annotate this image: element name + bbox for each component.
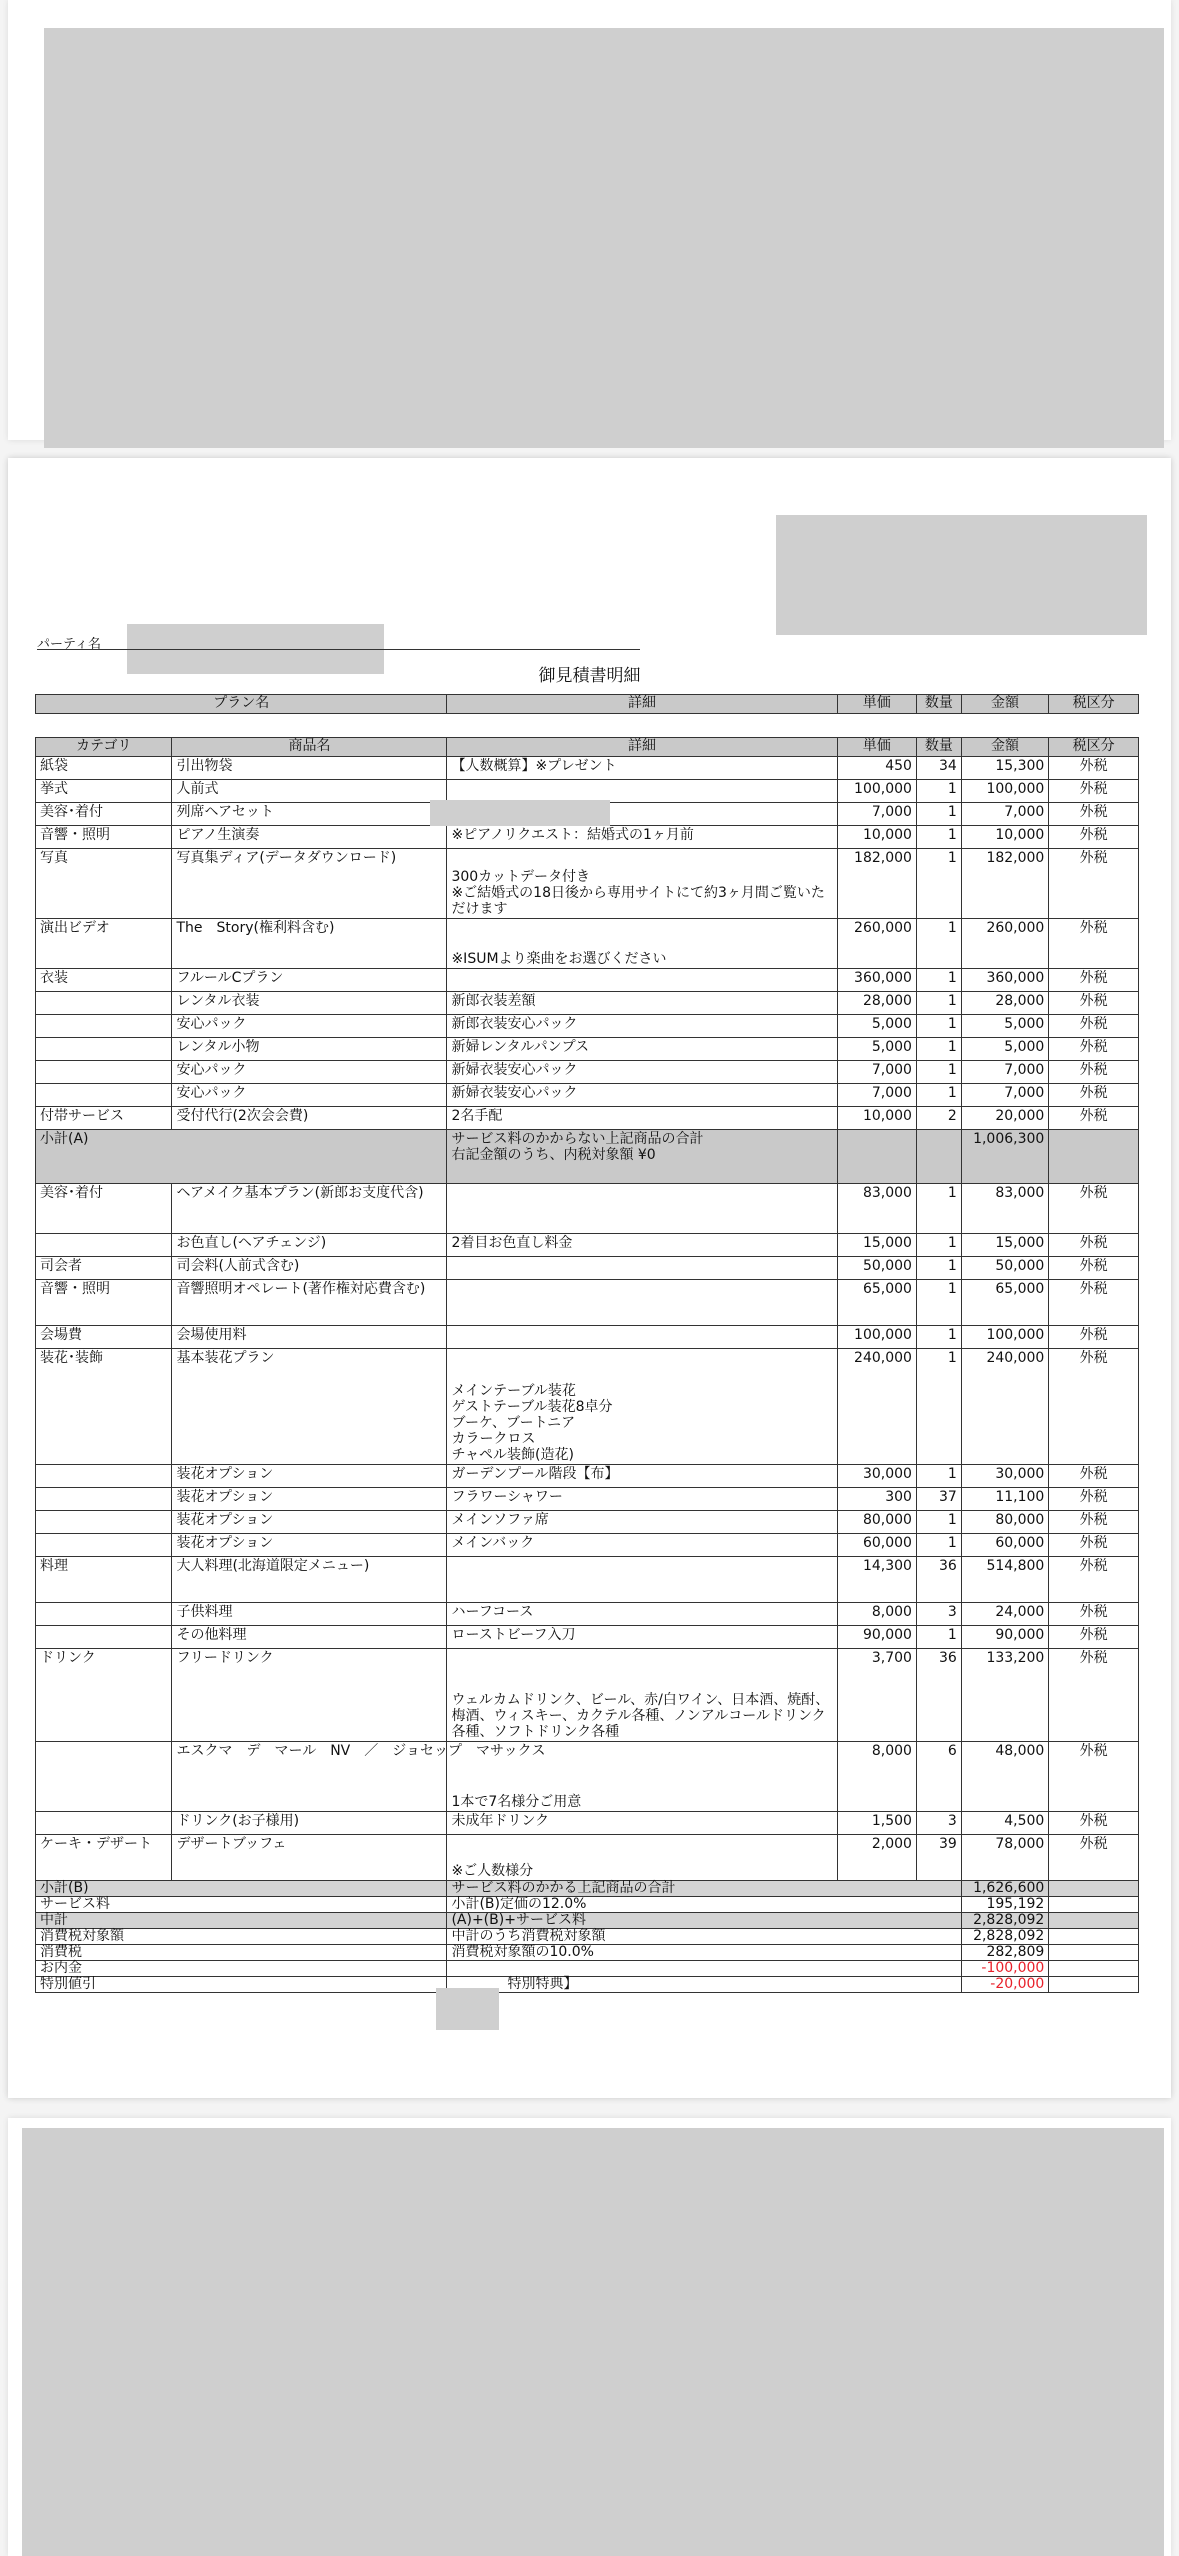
table-row — [36, 1015, 1139, 1038]
row-unit-price: 8,000 — [837, 1603, 916, 1626]
totals-label: お内金 — [36, 1961, 447, 1977]
row-amount: 80,000 — [961, 1511, 1049, 1534]
row-unit-price: 7,000 — [837, 803, 916, 826]
row-tax-type: 外税 — [1049, 1649, 1139, 1742]
row-amount: 78,000 — [961, 1835, 1049, 1881]
row-qty: 1 — [916, 1061, 961, 1084]
row-tax-type: 外税 — [1049, 992, 1139, 1015]
row-tax-type: 外税 — [1049, 1015, 1139, 1038]
row-amount: 30,000 — [961, 1465, 1049, 1488]
row-unit-price: 1,500 — [837, 1812, 916, 1835]
row-unit-price: 100,000 — [837, 1326, 916, 1349]
row-tax-type: 外税 — [1049, 1084, 1139, 1107]
row-amount: 20,000 — [961, 1107, 1049, 1130]
table-row — [36, 1511, 1139, 1534]
totals-label: 消費税対象額 — [36, 1929, 447, 1945]
row-item-name: 装花オプション — [172, 1511, 447, 1534]
totals-amount: 1,626,600 — [961, 1881, 1049, 1897]
row-detail — [447, 969, 837, 992]
row-qty: 36 — [916, 1557, 961, 1603]
row-detail: ※ピアノリクエスト：結婚式の1ヶ月前 — [447, 826, 837, 849]
table-row — [36, 1534, 1139, 1557]
row-qty: 1 — [916, 1349, 961, 1465]
row-unit-price: 182,000 — [837, 849, 916, 919]
row-item-name: レンタル衣装 — [172, 992, 447, 1015]
row-amount: 11,100 — [961, 1488, 1049, 1511]
row-qty: 1 — [916, 803, 961, 826]
table-row — [36, 849, 1139, 919]
document-title: 御見積書明細 — [538, 666, 641, 686]
row-amount: 4,500 — [961, 1812, 1049, 1835]
row-category: 写真 — [36, 849, 172, 919]
row-tax-type: 外税 — [1049, 1812, 1139, 1835]
row-item-name: 会場使用料 — [172, 1326, 447, 1349]
totals-detail — [447, 1961, 961, 1977]
totals-label: 特別値引 — [36, 1977, 447, 1993]
row-qty: 1 — [916, 1234, 961, 1257]
row-qty: 1 — [916, 1534, 961, 1557]
subtotal-a-amount: 1,006,300 — [961, 1130, 1049, 1184]
row-item-name: その他料理 — [172, 1626, 447, 1649]
row-tax-type: 外税 — [1049, 1349, 1139, 1465]
row-category — [36, 1234, 172, 1257]
row-unit-price: 10,000 — [837, 826, 916, 849]
row-category: 音響・照明 — [36, 1280, 172, 1326]
row-detail: 新郎衣装差額 — [447, 992, 837, 1015]
row-tax-type: 外税 — [1049, 826, 1139, 849]
row-category — [36, 1465, 172, 1488]
table-row — [36, 1061, 1139, 1084]
row-item-name: 子供料理 — [172, 1603, 447, 1626]
row-detail: 1本で7名様分ご用意 — [447, 1742, 837, 1812]
totals-row — [36, 1913, 1139, 1929]
redacted-logo-area — [776, 515, 1147, 635]
row-tax-type: 外税 — [1049, 969, 1139, 992]
row-category: ケーキ・デザート — [36, 1835, 172, 1881]
row-amount: 10,000 — [961, 826, 1049, 849]
row-qty: 1 — [916, 1280, 961, 1326]
row-unit-price: 450 — [837, 757, 916, 780]
row-amount: 100,000 — [961, 1326, 1049, 1349]
row-tax-type: 外税 — [1049, 1835, 1139, 1881]
row-item-name: お色直し(ヘアチェンジ) — [172, 1234, 447, 1257]
row-unit-price: 8,000 — [837, 1742, 916, 1812]
table-row — [36, 1649, 1139, 1742]
col-detail: 詳細 — [447, 738, 837, 757]
row-category — [36, 1061, 172, 1084]
totals-detail: 小計(B)定価の12.0% — [447, 1897, 961, 1913]
row-amount: 240,000 — [961, 1349, 1049, 1465]
col-qty: 数量 — [916, 738, 961, 757]
totals-detail: 特別特典】 — [447, 1977, 961, 1993]
row-amount: 514,800 — [961, 1557, 1049, 1603]
row-detail — [447, 1280, 837, 1326]
row-item-name: ドリンク(お子様用) — [172, 1812, 447, 1835]
table-row — [36, 1488, 1139, 1511]
row-category: 演出ビデオ — [36, 919, 172, 969]
row-unit-price: 30,000 — [837, 1465, 916, 1488]
row-tax-type: 外税 — [1049, 1107, 1139, 1130]
row-item-name: 受付代行(2次会会費) — [172, 1107, 447, 1130]
row-detail: 新郎衣装安心パック — [447, 1015, 837, 1038]
subtotal-a-label: 小計(A) — [36, 1130, 447, 1184]
row-category — [36, 1534, 172, 1557]
row-tax-type: 外税 — [1049, 1534, 1139, 1557]
row-item-name: フルールCプラン — [172, 969, 447, 992]
row-detail: 300カットデータ付き ※ご結婚式の18日後から専用サイトにて約3ヶ月間ご覧いただけます — [447, 849, 837, 919]
table-row — [36, 1465, 1139, 1488]
row-item-name: ピアノ生演奏 — [172, 826, 447, 849]
row-item-name: 司会料(人前式含む) — [172, 1257, 447, 1280]
row-amount: 60,000 — [961, 1534, 1049, 1557]
table-row — [36, 1234, 1139, 1257]
row-qty: 1 — [916, 919, 961, 969]
row-unit-price: 300 — [837, 1488, 916, 1511]
row-unit-price: 240,000 — [837, 1349, 916, 1465]
row-amount: 182,000 — [961, 849, 1049, 919]
row-qty: 1 — [916, 1015, 961, 1038]
row-tax-type: 外税 — [1049, 1626, 1139, 1649]
totals-amount: 2,828,092 — [961, 1913, 1049, 1929]
totals-row — [36, 1945, 1139, 1961]
row-qty: 1 — [916, 1626, 961, 1649]
estimate-detail-table — [35, 737, 1139, 1993]
row-category — [36, 992, 172, 1015]
row-qty: 36 — [916, 1649, 961, 1742]
row-qty: 1 — [916, 969, 961, 992]
row-unit-price: 14,300 — [837, 1557, 916, 1603]
row-tax-type: 外税 — [1049, 1742, 1139, 1812]
row-amount: 7,000 — [961, 803, 1049, 826]
row-detail: メインバック — [447, 1534, 837, 1557]
totals-amount: 2,828,092 — [961, 1929, 1049, 1945]
row-amount: 65,000 — [961, 1280, 1049, 1326]
row-item-name: 安心パック — [172, 1084, 447, 1107]
row-detail: 2着目お色直し料金 — [447, 1234, 837, 1257]
totals-row — [36, 1881, 1139, 1897]
row-qty: 1 — [916, 1511, 961, 1534]
row-detail: ※ご人数様分 — [447, 1835, 837, 1881]
totals-amount: -100,000 — [961, 1961, 1049, 1977]
table-row — [36, 1107, 1139, 1130]
row-category: 司会者 — [36, 1257, 172, 1280]
row-category: 挙式 — [36, 780, 172, 803]
row-unit-price: 360,000 — [837, 969, 916, 992]
row-unit-price: 7,000 — [837, 1061, 916, 1084]
redacted-discount-detail — [436, 1988, 499, 2030]
table-row — [36, 826, 1139, 849]
col-item-name: 商品名 — [172, 738, 447, 757]
row-unit-price: 2,000 — [837, 1835, 916, 1881]
row-qty: 39 — [916, 1835, 961, 1881]
row-tax-type: 外税 — [1049, 757, 1139, 780]
row-item-name: 人前式 — [172, 780, 447, 803]
totals-row — [36, 1977, 1139, 1993]
row-detail — [447, 1557, 837, 1603]
row-category — [36, 1812, 172, 1835]
row-tax-type: 外税 — [1049, 1061, 1139, 1084]
row-amount: 24,000 — [961, 1603, 1049, 1626]
plan-header-table — [35, 694, 1139, 714]
row-amount: 7,000 — [961, 1084, 1049, 1107]
row-tax-type: 外税 — [1049, 1184, 1139, 1234]
totals-tax-cell — [1049, 1929, 1139, 1945]
row-qty: 1 — [916, 1465, 961, 1488]
col-unit-price: 単価 — [837, 695, 916, 714]
totals-tax-cell — [1049, 1881, 1139, 1897]
row-detail: ※ISUMより楽曲をお選びください — [447, 919, 837, 969]
row-detail: 未成年ドリンク — [447, 1812, 837, 1835]
row-unit-price: 5,000 — [837, 1015, 916, 1038]
row-tax-type: 外税 — [1049, 1326, 1139, 1349]
row-category — [36, 1038, 172, 1061]
table-row — [36, 1742, 1139, 1812]
row-amount: 15,300 — [961, 757, 1049, 780]
redacted-detail-cell — [430, 800, 610, 826]
totals-detail: 消費税対象額の10.0% — [447, 1945, 961, 1961]
row-detail — [447, 1184, 837, 1234]
row-unit-price: 65,000 — [837, 1280, 916, 1326]
row-detail: 2名手配 — [447, 1107, 837, 1130]
table-row — [36, 1257, 1139, 1280]
totals-amount: -20,000 — [961, 1977, 1049, 1993]
row-detail: ガーデンプール階段【布】 — [447, 1465, 837, 1488]
row-detail: 新婦レンタルパンプス — [447, 1038, 837, 1061]
row-item-name: 安心パック — [172, 1061, 447, 1084]
row-category — [36, 1626, 172, 1649]
row-qty: 6 — [916, 1742, 961, 1812]
row-qty: 1 — [916, 992, 961, 1015]
row-category: 紙袋 — [36, 757, 172, 780]
col-amount: 金額 — [961, 695, 1049, 714]
row-tax-type: 外税 — [1049, 780, 1139, 803]
col-plan-name: プラン名 — [36, 695, 447, 714]
row-item-name: デザートブッフェ — [172, 1835, 447, 1881]
table-row — [36, 1280, 1139, 1326]
totals-amount: 282,809 — [961, 1945, 1049, 1961]
row-category — [36, 1511, 172, 1534]
totals-label: サービス料 — [36, 1897, 447, 1913]
row-amount: 50,000 — [961, 1257, 1049, 1280]
row-detail: メインテーブル装花 ゲストテーブル装花8卓分 ブーケ、ブートニア カラークロス チャペル装飾(造花) — [447, 1349, 837, 1465]
row-detail: ウェルカムドリンク、ビール、赤/白ワイン、日本酒、焼酎、梅酒、ウィスキー、カクテル各種、ノンアルコールドリンク各種、ソフトドリンク各種 — [447, 1649, 837, 1742]
row-amount: 133,200 — [961, 1649, 1049, 1742]
row-unit-price: 5,000 — [837, 1038, 916, 1061]
row-qty: 1 — [916, 1084, 961, 1107]
row-item-name: 安心パック — [172, 1015, 447, 1038]
row-category — [36, 1742, 172, 1812]
row-tax-type: 外税 — [1049, 849, 1139, 919]
row-unit-price: 100,000 — [837, 780, 916, 803]
row-tax-type: 外税 — [1049, 1603, 1139, 1626]
totals-label: 中計 — [36, 1913, 447, 1929]
row-category: ドリンク — [36, 1649, 172, 1742]
row-unit-price: 83,000 — [837, 1184, 916, 1234]
totals-tax-cell — [1049, 1961, 1139, 1977]
row-amount: 5,000 — [961, 1038, 1049, 1061]
row-item-name: 写真集ディア(データダウンロード) — [172, 849, 447, 919]
col-amount: 金額 — [961, 738, 1049, 757]
row-detail: 新婦衣装安心パック — [447, 1084, 837, 1107]
row-item-name: 大人料理(北海道限定メニュー) — [172, 1557, 447, 1603]
totals-detail: サービス料のかかる上記商品の合計 — [447, 1881, 961, 1897]
table-row — [36, 1835, 1139, 1881]
row-unit-price: 90,000 — [837, 1626, 916, 1649]
row-category: 美容･着付 — [36, 1184, 172, 1234]
row-unit-price: 50,000 — [837, 1257, 916, 1280]
row-item-name: The Story(権利料含む) — [172, 919, 447, 969]
row-unit-price: 15,000 — [837, 1234, 916, 1257]
redacted-block-top — [44, 28, 1164, 448]
row-amount: 28,000 — [961, 992, 1049, 1015]
table-row — [36, 919, 1139, 969]
row-category: 付帯サービス — [36, 1107, 172, 1130]
row-unit-price: 10,000 — [837, 1107, 916, 1130]
row-item-name: 引出物袋 — [172, 757, 447, 780]
table-row — [36, 1349, 1139, 1465]
row-tax-type: 外税 — [1049, 1465, 1139, 1488]
row-tax-type: 外税 — [1049, 803, 1139, 826]
totals-row — [36, 1961, 1139, 1977]
row-qty: 3 — [916, 1603, 961, 1626]
row-category: 音響・照明 — [36, 826, 172, 849]
row-item-name: フリードリンク — [172, 1649, 447, 1742]
table-row — [36, 757, 1139, 780]
row-qty: 34 — [916, 757, 961, 780]
totals-detail: 中計のうち消費税対象額 — [447, 1929, 961, 1945]
row-unit-price: 60,000 — [837, 1534, 916, 1557]
row-amount: 15,000 — [961, 1234, 1049, 1257]
row-amount: 360,000 — [961, 969, 1049, 992]
row-detail — [447, 1326, 837, 1349]
row-qty: 1 — [916, 1184, 961, 1234]
row-amount: 48,000 — [961, 1742, 1049, 1812]
row-item-name: エスクマ デ マール NV ／ ジョセップ マサックス — [172, 1742, 447, 1812]
table-row — [36, 1326, 1139, 1349]
row-detail: 新婦衣装安心パック — [447, 1061, 837, 1084]
totals-label: 小計(B) — [36, 1881, 447, 1897]
row-item-name: 装花オプション — [172, 1534, 447, 1557]
col-category: カテゴリ — [36, 738, 172, 757]
row-unit-price: 7,000 — [837, 1084, 916, 1107]
table-row — [36, 1038, 1139, 1061]
totals-tax-cell — [1049, 1897, 1139, 1913]
row-tax-type: 外税 — [1049, 919, 1139, 969]
row-qty: 1 — [916, 826, 961, 849]
row-category — [36, 1603, 172, 1626]
row-detail: フラワーシャワー — [447, 1488, 837, 1511]
col-unit-price: 単価 — [837, 738, 916, 757]
row-category: 衣装 — [36, 969, 172, 992]
row-amount: 90,000 — [961, 1626, 1049, 1649]
row-unit-price: 80,000 — [837, 1511, 916, 1534]
row-amount: 260,000 — [961, 919, 1049, 969]
row-category: 装花･装飾 — [36, 1349, 172, 1465]
row-item-name: レンタル小物 — [172, 1038, 447, 1061]
row-amount: 83,000 — [961, 1184, 1049, 1234]
totals-row — [36, 1897, 1139, 1913]
totals-tax-cell — [1049, 1977, 1139, 1993]
table-row — [36, 1626, 1139, 1649]
row-qty: 37 — [916, 1488, 961, 1511]
row-category — [36, 1488, 172, 1511]
totals-tax-cell — [1049, 1913, 1139, 1929]
col-tax-type: 税区分 — [1049, 695, 1139, 714]
row-category — [36, 1084, 172, 1107]
totals-amount: 195,192 — [961, 1897, 1049, 1913]
row-detail: ハーフコース — [447, 1603, 837, 1626]
row-qty: 1 — [916, 1257, 961, 1280]
row-unit-price: 28,000 — [837, 992, 916, 1015]
row-amount: 100,000 — [961, 780, 1049, 803]
row-detail: ローストビーフ入刀 — [447, 1626, 837, 1649]
table-row — [36, 1557, 1139, 1603]
row-detail — [447, 1257, 837, 1280]
row-tax-type: 外税 — [1049, 1234, 1139, 1257]
subtotal-a-detail: サービス料のかからない上記商品の合計 右記金額のうち、内税対象額 ¥0 — [447, 1130, 837, 1184]
row-tax-type: 外税 — [1049, 1038, 1139, 1061]
row-amount: 5,000 — [961, 1015, 1049, 1038]
row-qty: 1 — [916, 1038, 961, 1061]
row-unit-price: 3,700 — [837, 1649, 916, 1742]
row-item-name: 基本装花プラン — [172, 1349, 447, 1465]
col-tax-type: 税区分 — [1049, 738, 1139, 757]
col-qty: 数量 — [916, 695, 961, 714]
table-row — [36, 1084, 1139, 1107]
row-qty: 3 — [916, 1812, 961, 1835]
table-row — [36, 969, 1139, 992]
redacted-block-bottom — [22, 2128, 1164, 2556]
totals-tax-cell — [1049, 1945, 1139, 1961]
row-category: 会場費 — [36, 1326, 172, 1349]
row-category — [36, 1015, 172, 1038]
row-qty: 1 — [916, 849, 961, 919]
row-qty: 1 — [916, 780, 961, 803]
row-category: 料理 — [36, 1557, 172, 1603]
totals-detail: (A)+(B)+サービス料 — [447, 1913, 961, 1929]
party-name-underline — [37, 649, 640, 650]
row-qty: 1 — [916, 1326, 961, 1349]
row-tax-type: 外税 — [1049, 1511, 1139, 1534]
col-detail: 詳細 — [447, 695, 837, 714]
row-unit-price: 260,000 — [837, 919, 916, 969]
table-row — [36, 1603, 1139, 1626]
row-tax-type: 外税 — [1049, 1280, 1139, 1326]
table-row — [36, 1184, 1139, 1234]
row-tax-type: 外税 — [1049, 1257, 1139, 1280]
table-row — [36, 992, 1139, 1015]
row-tax-type: 外税 — [1049, 1557, 1139, 1603]
row-detail: メインソファ席 — [447, 1511, 837, 1534]
row-item-name: 音響照明オペレート(著作権対応費含む) — [172, 1280, 447, 1326]
row-amount: 7,000 — [961, 1061, 1049, 1084]
row-detail: 【人数概算】※プレゼント — [447, 757, 837, 780]
row-tax-type: 外税 — [1049, 1488, 1139, 1511]
table-row — [36, 1812, 1139, 1835]
row-item-name: 装花オプション — [172, 1488, 447, 1511]
row-qty: 2 — [916, 1107, 961, 1130]
totals-label: 消費税 — [36, 1945, 447, 1961]
row-item-name: 列席ヘアセット — [172, 803, 447, 826]
totals-row — [36, 1929, 1139, 1945]
row-item-name: 装花オプション — [172, 1465, 447, 1488]
row-category: 美容･着付 — [36, 803, 172, 826]
row-item-name: ヘアメイク基本プラン(新郎お支度代含) — [172, 1184, 447, 1234]
party-name-label: パーティ名 — [37, 637, 101, 652]
